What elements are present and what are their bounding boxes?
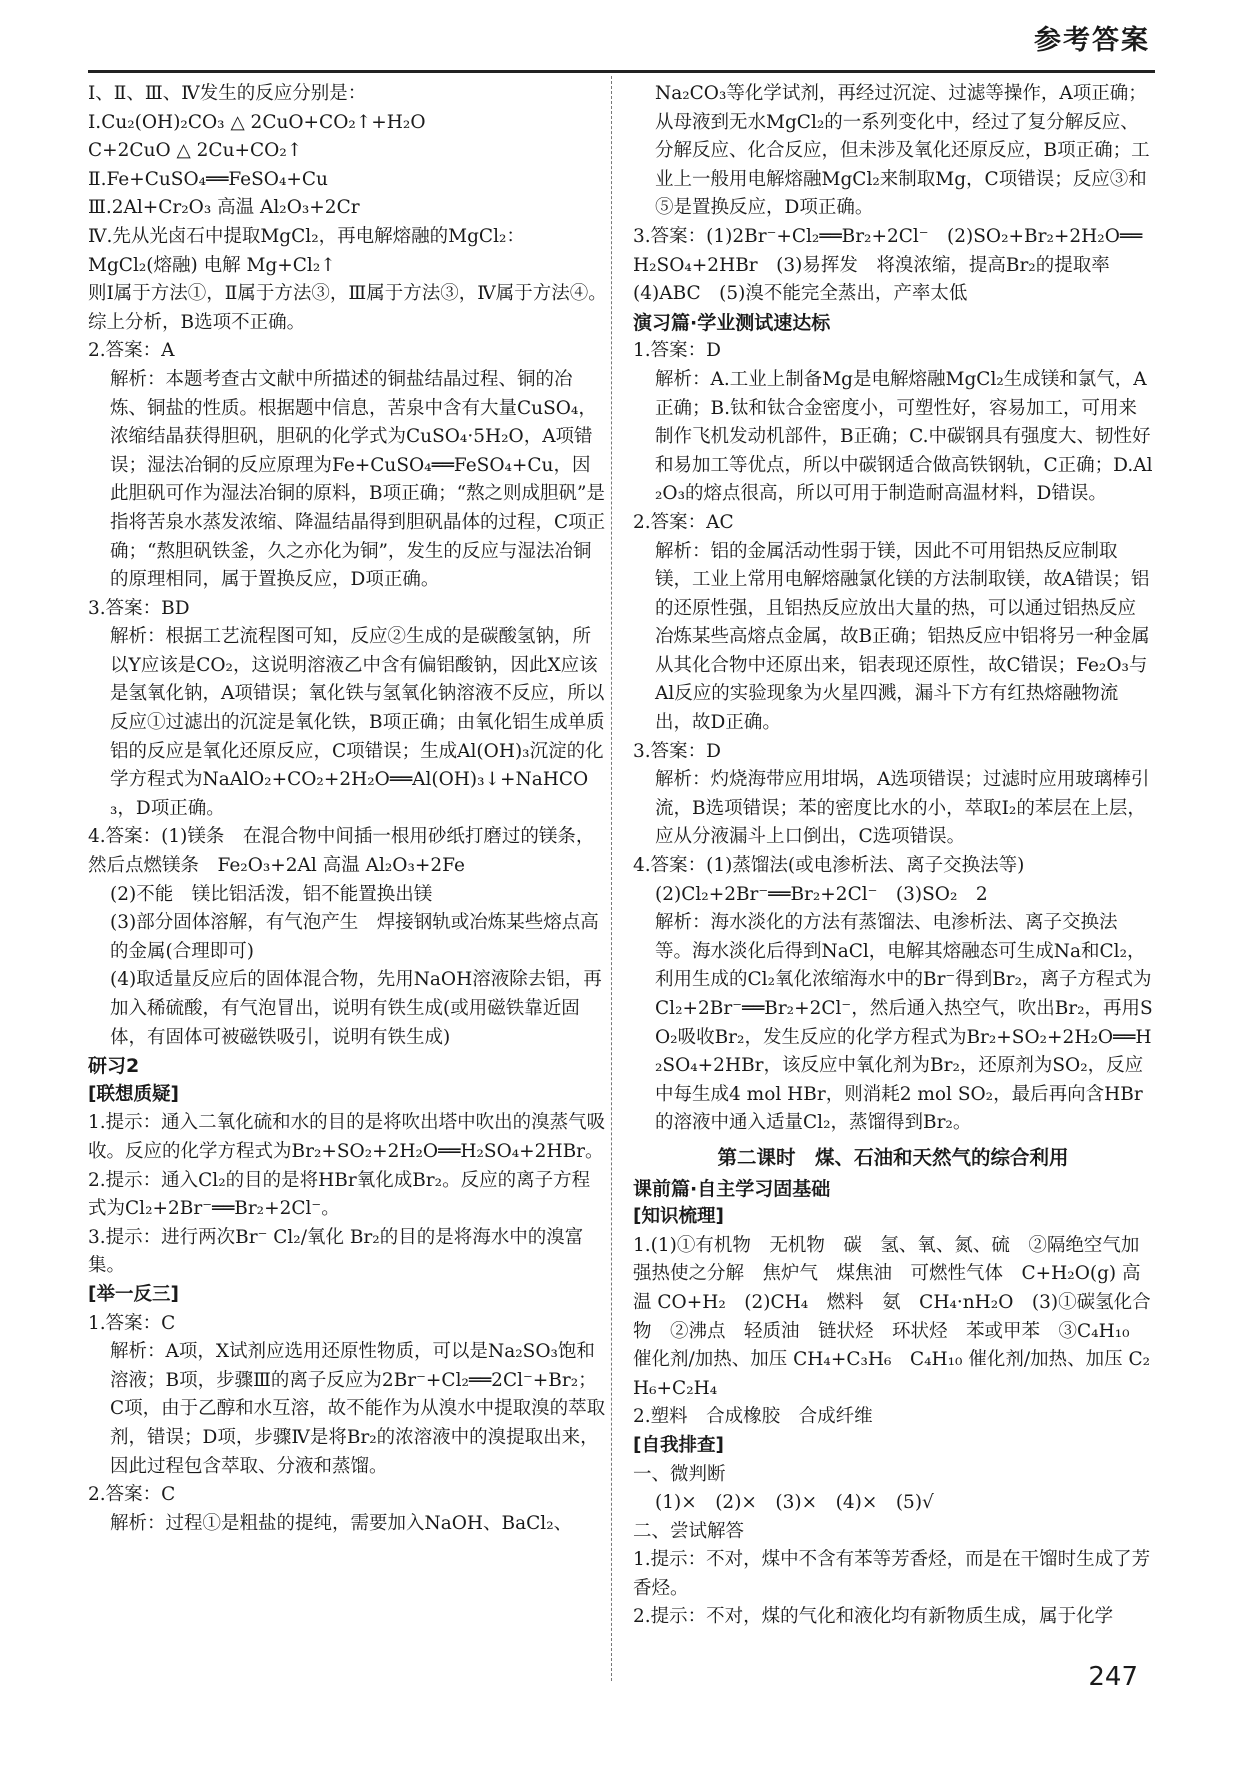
left-column-block: C+2CuO △ 2Cu+CO₂↑: [88, 140, 303, 162]
right-column-block: (2)Cl₂+2Br⁻══Br₂+2Cl⁻ (3)SO₂ 2: [655, 883, 988, 905]
column-divider: [611, 76, 612, 1681]
left-column-block: Ⅰ、Ⅱ、Ⅲ、Ⅳ发生的反应分别是：: [88, 83, 367, 104]
left-column-block: [联想质疑]: [88, 1083, 179, 1105]
right-column-block: 演习篇·学业测试速达标: [633, 311, 831, 334]
left-column-block: Ⅳ.先从光卤石中提取MgCl₂，再电解熔融的MgCl₂：: [88, 225, 525, 247]
right-column-block: 课前篇·自主学习固基础: [633, 1177, 831, 1200]
left-column-block: 则Ⅰ属于方法①，Ⅱ属于方法③，Ⅲ属于方法③，Ⅳ属于方法④。综上分析，B选项不正确。: [88, 283, 607, 333]
left-column-block: Ⅰ.Cu₂(OH)₂CO₃ △ 2CuO+CO₂↑+H₂O: [88, 111, 426, 133]
left-column-block: (2)不能 镁比铝活泼，铝不能置换出镁: [110, 883, 433, 905]
left-column-block: 解析：过程①是粗盐的提纯，需要加入NaOH、BaCl₂、: [110, 1512, 573, 1534]
right-column-block: (1)× (2)× (3)× (4)× (5)√: [655, 1492, 934, 1514]
right-column-block: 1.答案：D: [633, 340, 721, 362]
left-column-block: Ⅲ.2Al+Cr₂O₃ 高温 Al₂O₃+2Cr: [88, 197, 360, 219]
left-column-block: 2.提示：通入Cl₂的目的是将HBr氧化成Br₂。反应的离子方程式为Cl₂+2Br⁻══Br₂+2Cl⁻。: [88, 1169, 591, 1220]
right-column-block: 1.(1)①有机物 无机物 碳 氢、氧、氮、硫 ②隔绝空气加强热使之分解 焦炉气 煤焦油 可燃性气体 C+H₂O(g) 高温 CO+H₂ (2)CH₄ 燃料 氨 CH₄·nH₂O (3)①碳氢化合物 ②沸点 轻质油 链状烃 环状烃 苯或甲苯 ③C₄H₁₀ 催化剂/加热、加压 CH₄+C₃H₆ C₄H₁₀ 催化剂/加热、加压 C₂H₆+C₂H₄: [633, 1234, 1151, 1399]
right-column-block: 4.答案：(1)蒸馏法(或电渗析法、离子交换法等): [633, 855, 1025, 877]
right-column-block: 解析：灼烧海带应用坩埚，A选项错误；过滤时应用玻璃棒引流，B选项错误；苯的密度比水的小，萃取I₂的苯层在上层，应从分液漏斗上口倒出，C选项错误。: [655, 769, 1150, 848]
left-column-block: 2.答案：C: [88, 1484, 176, 1506]
right-column-block: 解析：铝的金属活动性弱于镁，因此不可用铝热反应制取镁，工业上常用电解熔融氯化镁的方法制取镁，故A错误；铝的还原性强，且铝热反应放出大量的热，可以通过铝热反应冶炼某些高熔点金属，故B正确；铝热反应中铝将另一种金属从其化合物中还原出来，铝表现还原性，故C错误；Fe₂O₃与Al反应的实验现象为火星四溅，漏斗下方有红热熔融物流出，故D正确。: [655, 540, 1150, 734]
right-column-block: [自我排查]: [633, 1434, 724, 1456]
right-column-block: Na₂CO₃等化学试剂，再经过沉淀、过滤等操作，A项正确；从母液到无水MgCl₂的一系列变化中，经过了复分解反应、分解反应、化合反应，但未涉及氧化还原反应，B项正确；工业上一般用电解熔融MgCl₂来制取Mg，C项错误；反应③和⑤是置换反应，D项正确。: [655, 83, 1150, 219]
right-column: [633, 80, 1153, 1632]
left-column-block: 解析：本题考查古文献中所描述的铜盐结晶过程、铜的冶炼、铜盐的性质。根据题中信息，苦泉中含有大量CuSO₄，浓缩结晶获得胆矾，胆矾的化学式为CuSO₄·5H₂O，A项错误；湿法冶铜的反应原理为Fe+CuSO₄══FeSO₄+Cu，因此胆矾可作为湿法冶铜的原料，B项正确；“熬之则成胆矾”是指将苦泉水蒸发浓缩、降温结晶得到胆矾晶体的过程，C项正确；“熬胆矾铁釜，久之亦化为铜”，发生的反应与湿法冶铜的原理相同，属于置换反应，D项正确。: [110, 368, 606, 591]
right-column-block: 2.答案：AC: [633, 511, 734, 533]
left-column-block: MgCl₂(熔融) 电解 Mg+Cl₂↑: [88, 254, 336, 276]
right-column-block: 1.提示：不对，煤中不含有苯等芳香烃，而是在干馏时生成了芳香烃。: [633, 1549, 1151, 1599]
left-column-block: 4.答案：(1)镁条 在混合物中间插一根用砂纸打磨过的镁条，然后点燃镁条 Fe₂O₃+2Al 高温 Al₂O₃+2Fe: [88, 826, 595, 877]
left-column-block: 解析：根据工艺流程图可知，反应②生成的是碳酸氢钠，所以Y应该是CO₂，这说明溶液乙中含有偏铝酸钠，因此X应该是氢氧化钠，A项错误；氧化铁与氢氧化钠溶液不反应，所以反应①过滤出的沉淀是氧化铁，B项正确；由氧化铝生成单质铝的反应是氧化还原反应，C项错误；生成Al(OH)₃沉淀的化学方程式为NaAlO₂+CO₂+2H₂O══Al(OH)₃↓+NaHCO₃，D项正确。: [110, 626, 605, 819]
left-column-block: 3.答案：BD: [88, 597, 190, 619]
header-rule: [88, 70, 1155, 73]
left-column-block: Ⅱ.Fe+CuSO₄══FeSO₄+Cu: [88, 168, 328, 190]
left-column-block: (4)取适量反应后的固体混合物，先用NaOH溶液除去铝，再加入稀硫酸，有气泡冒出，说明有铁生成(或用磁铁靠近固体，有固体可被磁铁吸引，说明有铁生成): [110, 969, 602, 1048]
right-column-block: 解析：A.工业上制备Mg是电解熔融MgCl₂生成镁和氯气，A正确；B.钛和钛合金密度小，可塑性好，容易加工，可用来制作飞机发动机部件，B正确；C.中碳钢具有强度大、韧性好和易加工等优点，所以中碳钢适合做高铁钢轨，C正确；D.Al₂O₃的熔点很高，所以可用于制造耐高温材料，D错误。: [655, 368, 1153, 505]
right-column-block: 二、尝试解答: [633, 1520, 745, 1542]
page-number: 247: [1088, 1662, 1138, 1692]
left-column-block: 解析：A项，X试剂应选用还原性物质，可以是Na₂SO₃饱和溶液；B项，步骤Ⅲ的离子反应为2Br⁻+Cl₂══2Cl⁻+Br₂；C项，由于乙醇和水互溶，故不能作为从溴水中提取溴的萃取剂，错误；D项，步骤Ⅳ是将Br₂的浓溶液中的溴提取出来，因此过程包含萃取、分液和蒸馏。: [110, 1341, 606, 1477]
left-column-block: [举一反三]: [88, 1283, 179, 1305]
page-header-title: 参考答案: [1034, 25, 1150, 56]
left-column-block: 1.答案：C: [88, 1312, 176, 1334]
right-column-block: 3.答案：D: [633, 740, 721, 762]
left-column-block: 研习2: [88, 1055, 140, 1078]
left-column-block: (3)部分固体溶解，有气泡产生 焊接钢轨或冶炼某些熔点高的金属(合理即可): [110, 912, 599, 962]
right-column-block: 3.答案：(1)2Br⁻+Cl₂══Br₂+2Cl⁻ (2)SO₂+Br₂+2H₂O══H₂SO₄+2HBr (3)易挥发 将溴浓缩，提高Br₂的提取率 (4)ABC (5)溴不能完全蒸出，产率太低: [633, 225, 1143, 305]
right-column-block: 2.塑料 合成橡胶 合成纤维: [633, 1406, 873, 1428]
right-column-block: 一、微判断: [633, 1463, 726, 1485]
right-column-block: 第二课时 煤、石油和天然气的综合利用: [717, 1145, 1069, 1169]
left-column-block: 2.答案：A: [88, 340, 175, 362]
right-column-block: 解析：海水淡化的方法有蒸馏法、电渗析法、离子交换法等。海水淡化后得到NaCl，电解其熔融态可生成Na和Cl₂，利用生成的Cl₂氧化浓缩海水中的Br⁻得到Br₂，离子方程式为Cl₂+2Br⁻══Br₂+2Cl⁻，然后通入热空气，吹出Br₂，再用SO₂吸收Br₂，发生反应的化学方程式为Br₂+SO₂+2H₂O══H₂SO₄+2HBr，该反应中氧化剂为Br₂，还原剂为SO₂，反应中每生成4 mol HBr，则消耗2 mol SO₂，最后再向含HBr的溶液中通入适量Cl₂，蒸馏得到Br₂。: [655, 912, 1153, 1134]
left-column-block: 1.提示：通入二氧化硫和水的目的是将吹出塔中吹出的溴蒸气吸收。反应的化学方程式为Br₂+SO₂+2H₂O══H₂SO₄+2HBr。: [88, 1112, 606, 1162]
left-column: [88, 80, 608, 1538]
left-column-block: 3.提示：进行两次Br⁻ Cl₂/氧化 Br₂的目的是将海水中的溴富集。: [88, 1226, 584, 1277]
right-column-block: 2.提示：不对，煤的气化和液化均有新物质生成，属于化学: [633, 1606, 1114, 1628]
right-column-block: [知识梳理]: [633, 1206, 724, 1228]
